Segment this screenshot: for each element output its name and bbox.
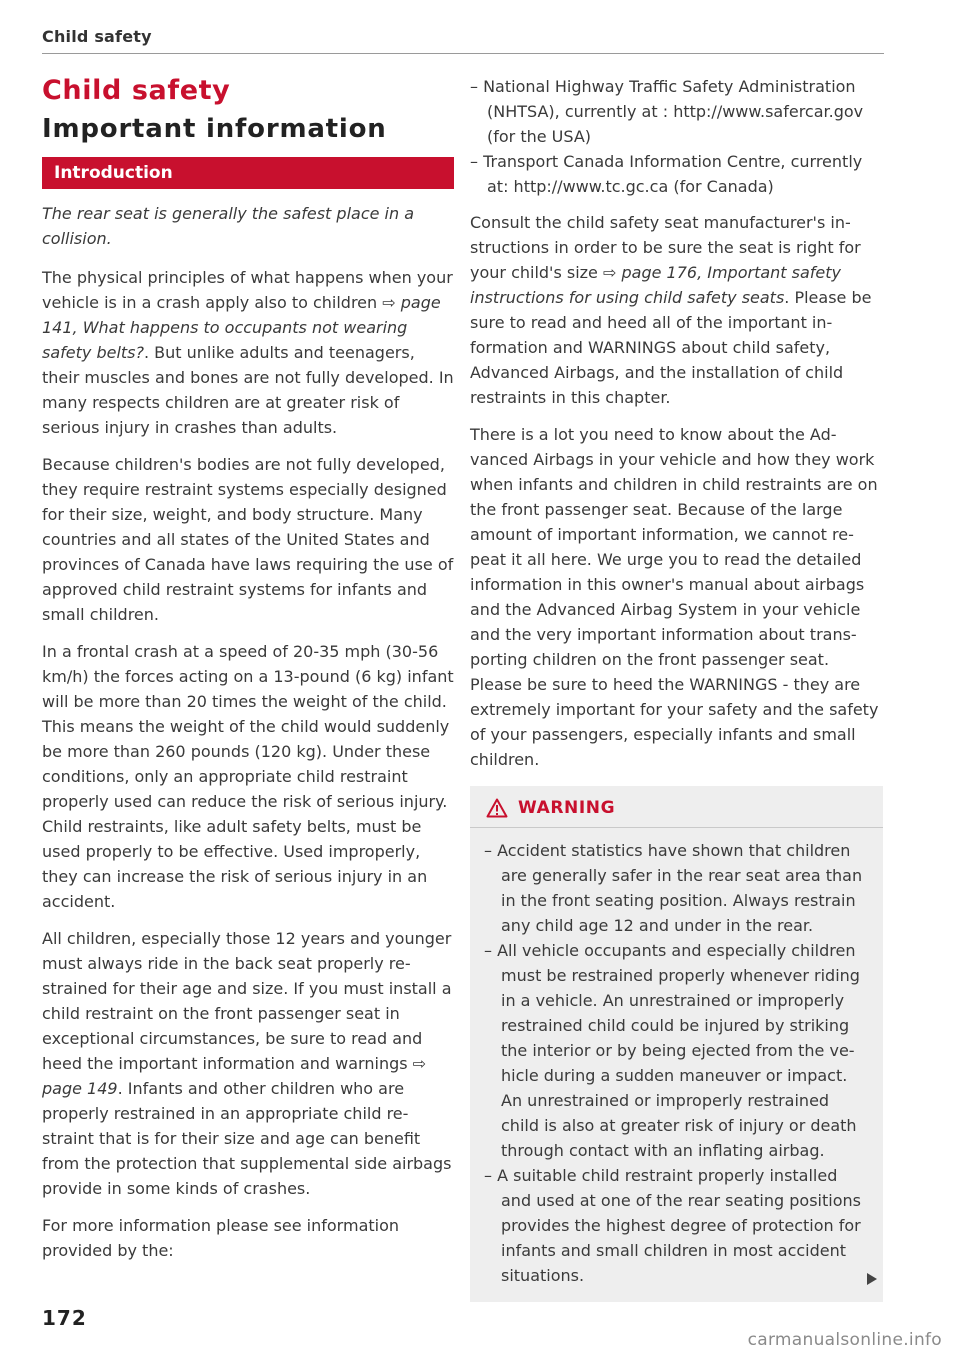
- paragraph-3: In a frontal crash at a speed of 20-35 mph (30-56 km/h) the forces acting on a 13-pound (6 kg) infant will be more than 20 times the weight of the child. This means the weight of the child would suddenly be more than 260 pounds (120 kg). Under these conditions, only an appropriate child restraint properly used can reduce the risk of serious injury. Child restraints, like adult safety belts, must be used properly to be effective. Used improperly, they can increase the risk of serious injury in an accident.: [42, 642, 454, 911]
- watermark: carmanualsonline.info: [747, 1330, 942, 1350]
- paragraph-text: . Please be sure to read and heed all of the important information and WARNINGS about child safety, Advanced Airbags, and the installation of child restraints in this chapter.: [470, 288, 872, 407]
- list-item: – National Highway Traffic Safety Administration (NHTSA), currently at : http://www.safercar.gov (for the USA): [470, 77, 864, 146]
- warning-list: [484, 838, 867, 1288]
- section-title: Important information: [42, 114, 387, 144]
- paragraph-text: The physical principles of what happens when your vehicle is in a crash apply also to children: [42, 268, 453, 312]
- page-link-149[interactable]: ⇨ page 149: [42, 1054, 427, 1098]
- list-item: – A suitable child restraint properly installed and used at one of the rear seating positions provides the highest degree of protection for infants and small children in most accident situations.: [484, 1166, 861, 1285]
- paragraph-text: . Infants and other children who are properly restrained in an appropriate child restraint that is for their size and age can benefit from the protection that supplemental side airbags provide in some kinds of crashes.: [42, 1079, 452, 1198]
- continue-arrow-icon: [865, 1272, 879, 1286]
- list-item: – Transport Canada Information Centre, currently at: http://www.tc.gc.ca (for Canada): [470, 152, 863, 196]
- subsection-bar: Introduction: [42, 157, 454, 189]
- paragraph-4: [42, 926, 454, 1201]
- paragraph-7: There is a lot you need to know about the Advanced Airbags in your vehicle and how they work when infants and children in child restraints are on the front passenger seat. Because of the large amount of important information, we cannot repeat it all here. We urge you to read the detailed information in this owner's manual about airbags and the Advanced Airbag System in your vehicle and the very important information about transporting children on the front passenger seat. Please be sure to heed the WARNINGS - they are extremely important for your safety and the safety of your passengers, especially infants and small children.: [470, 425, 879, 769]
- chapter-title: Child safety: [42, 75, 231, 106]
- right-column: [470, 74, 883, 1302]
- warning-box: [470, 786, 883, 1302]
- running-header: Child safety: [42, 27, 152, 46]
- lead-paragraph: The rear seat is generally the safest place in a collision.: [42, 204, 415, 248]
- page-number: 172: [42, 1306, 87, 1330]
- paragraph-5: For more information please see information provided by the:: [42, 1216, 400, 1260]
- header-divider: [42, 53, 884, 54]
- paragraph-1: [42, 265, 454, 440]
- page-link-176[interactable]: ⇨ page 176, Important safety instructions for using child safety seats: [470, 263, 841, 307]
- paragraph-text: Consult the child safety seat manufacturer's instructions in order to be sure the seat is right for your child's size: [470, 213, 861, 282]
- left-column: [42, 72, 454, 1275]
- paragraph-text: All children, especially those 12 years and younger must always ride in the back seat properly restrained for their age and size. If you must install a child restraint on the front passenger seat in exceptional circumstances, be sure to read and heed the important information and warnings: [42, 929, 452, 1073]
- warning-label: WARNING: [518, 798, 616, 818]
- warning-triangle-icon: [486, 798, 508, 818]
- paragraph-2: Because children's bodies are not fully developed, they require restraint systems especially designed for their size, weight, and body structure. Many countries and all states of the United States and provinces of Canada have laws requiring the use of approved child restraint systems for infants and small children.: [42, 455, 454, 624]
- warning-heading: [486, 798, 867, 818]
- source-list: [470, 74, 883, 199]
- page-link-141[interactable]: ⇨ page 141, What happens to occupants not wearing safety belts?: [42, 293, 441, 362]
- list-item: – Accident statistics have shown that children are generally safer in the rear seat area than in the front seating position. Always restrain any child age 12 and under in the rear.: [484, 841, 863, 935]
- warning-divider: [470, 827, 883, 828]
- list-item: – All vehicle occupants and especially children must be restrained properly whenever riding in a vehicle. An unrestrained or improperly restrained child could be injured by striking the interior or by being ejected from the vehicle during a sudden maneuver or impact. An unrestrained or improperly restrained child is also at greater risk of injury or death through contact with an inflating airbag.: [484, 941, 860, 1160]
- paragraph-text: . But unlike adults and teenagers, their muscles and bones are not fully developed. In many respects children are at greater risk of serious injury in crashes than adults.: [42, 343, 454, 437]
- paragraph-6: [470, 210, 883, 410]
